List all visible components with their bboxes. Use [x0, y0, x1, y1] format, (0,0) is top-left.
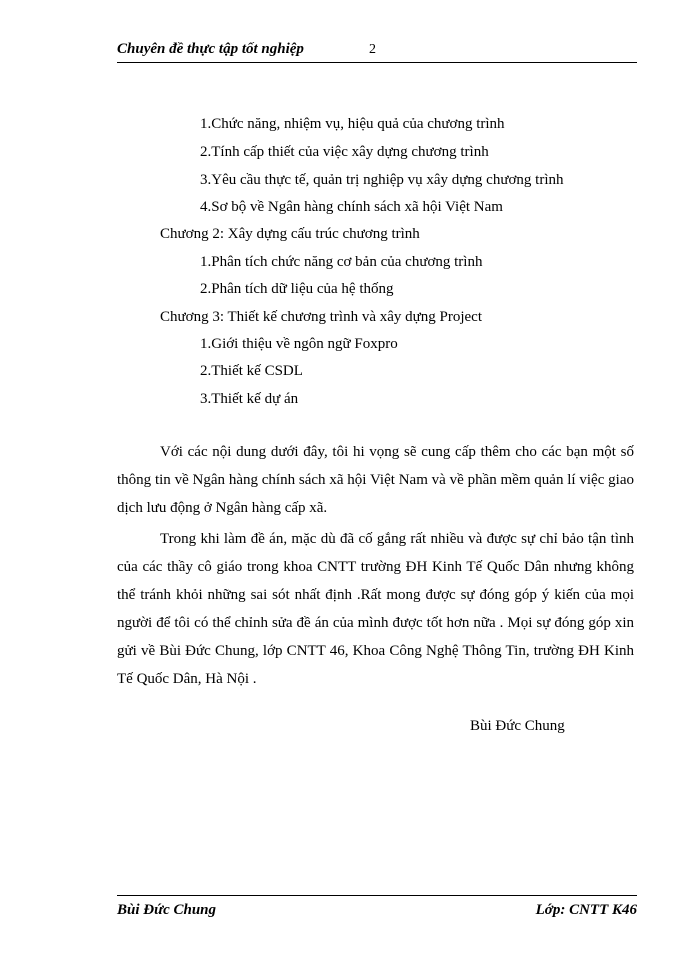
- toc-item: 1.Chức năng, nhiệm vụ, hiệu quả của chương trình: [200, 116, 505, 132]
- page-footer: [117, 895, 637, 922]
- toc-item: 2.Phân tích dữ liệu của hệ thống: [200, 281, 394, 297]
- toc-item: 1.Phân tích chức năng cơ bản của chương trình: [200, 254, 483, 270]
- page-header: [117, 40, 637, 63]
- footer-author: Bùi Đức Chung: [117, 902, 217, 918]
- header-title: Chuyên đề thực tập tốt nghiệp: [117, 41, 304, 57]
- acknowledgement-paragraph: Trong khi làm đề án, mặc dù đã cố gắng rất nhiều và được sự chỉ bảo tận tình của các thầy cô giáo trong khoa CNTT trường ĐH Kinh Tế Quốc Dân nhưng không thể tránh khỏi những sai sót nhất định .Rất mong được sự đóng góp ý kiến của mọi người để tôi có thể chỉnh sửa đề án của mình được tốt hơn nữa . Mọi sự đóng góp xin gửi về Bùi Đức Chung, lớp CNTT 46, Khoa Công Nghệ Thông Tin, trường ĐH Kinh Tế Quốc Dân, Hà Nội .: [117, 531, 634, 687]
- toc-item: 4.Sơ bộ về Ngân hàng chính sách xã hội Việt Nam: [200, 199, 503, 215]
- toc-chapter: Chương 3: Thiết kế chương trình và xây dựng Project: [160, 309, 483, 325]
- toc-item: 3.Thiết kế dự án: [200, 391, 299, 407]
- toc-item: 2.Tính cấp thiết của việc xây dựng chương trình: [200, 144, 489, 160]
- intro-paragraph: Với các nội dung dưới đây, tôi hi vọng sẽ cung cấp thêm cho các bạn một số thông tin về Ngân hàng chính sách xã hội Việt Nam và về phần mềm quản lí việc giao dịch lưu động ở Ngân hàng cấp xã.: [117, 444, 634, 516]
- page-number: 2: [369, 42, 376, 57]
- footer-class: Lớp: CNTT K46: [535, 902, 637, 918]
- toc-item: 3.Yêu cầu thực tế, quản trị nghiệp vụ xây dựng chương trình: [200, 172, 564, 188]
- toc-chapter: Chương 2: Xây dựng cấu trúc chương trình: [160, 226, 420, 242]
- toc-item: 1.Giới thiệu về ngôn ngữ Foxpro: [200, 336, 398, 352]
- toc-item: 2.Thiết kế CSDL: [200, 363, 303, 379]
- author-signature: Bùi Đức Chung: [470, 718, 565, 734]
